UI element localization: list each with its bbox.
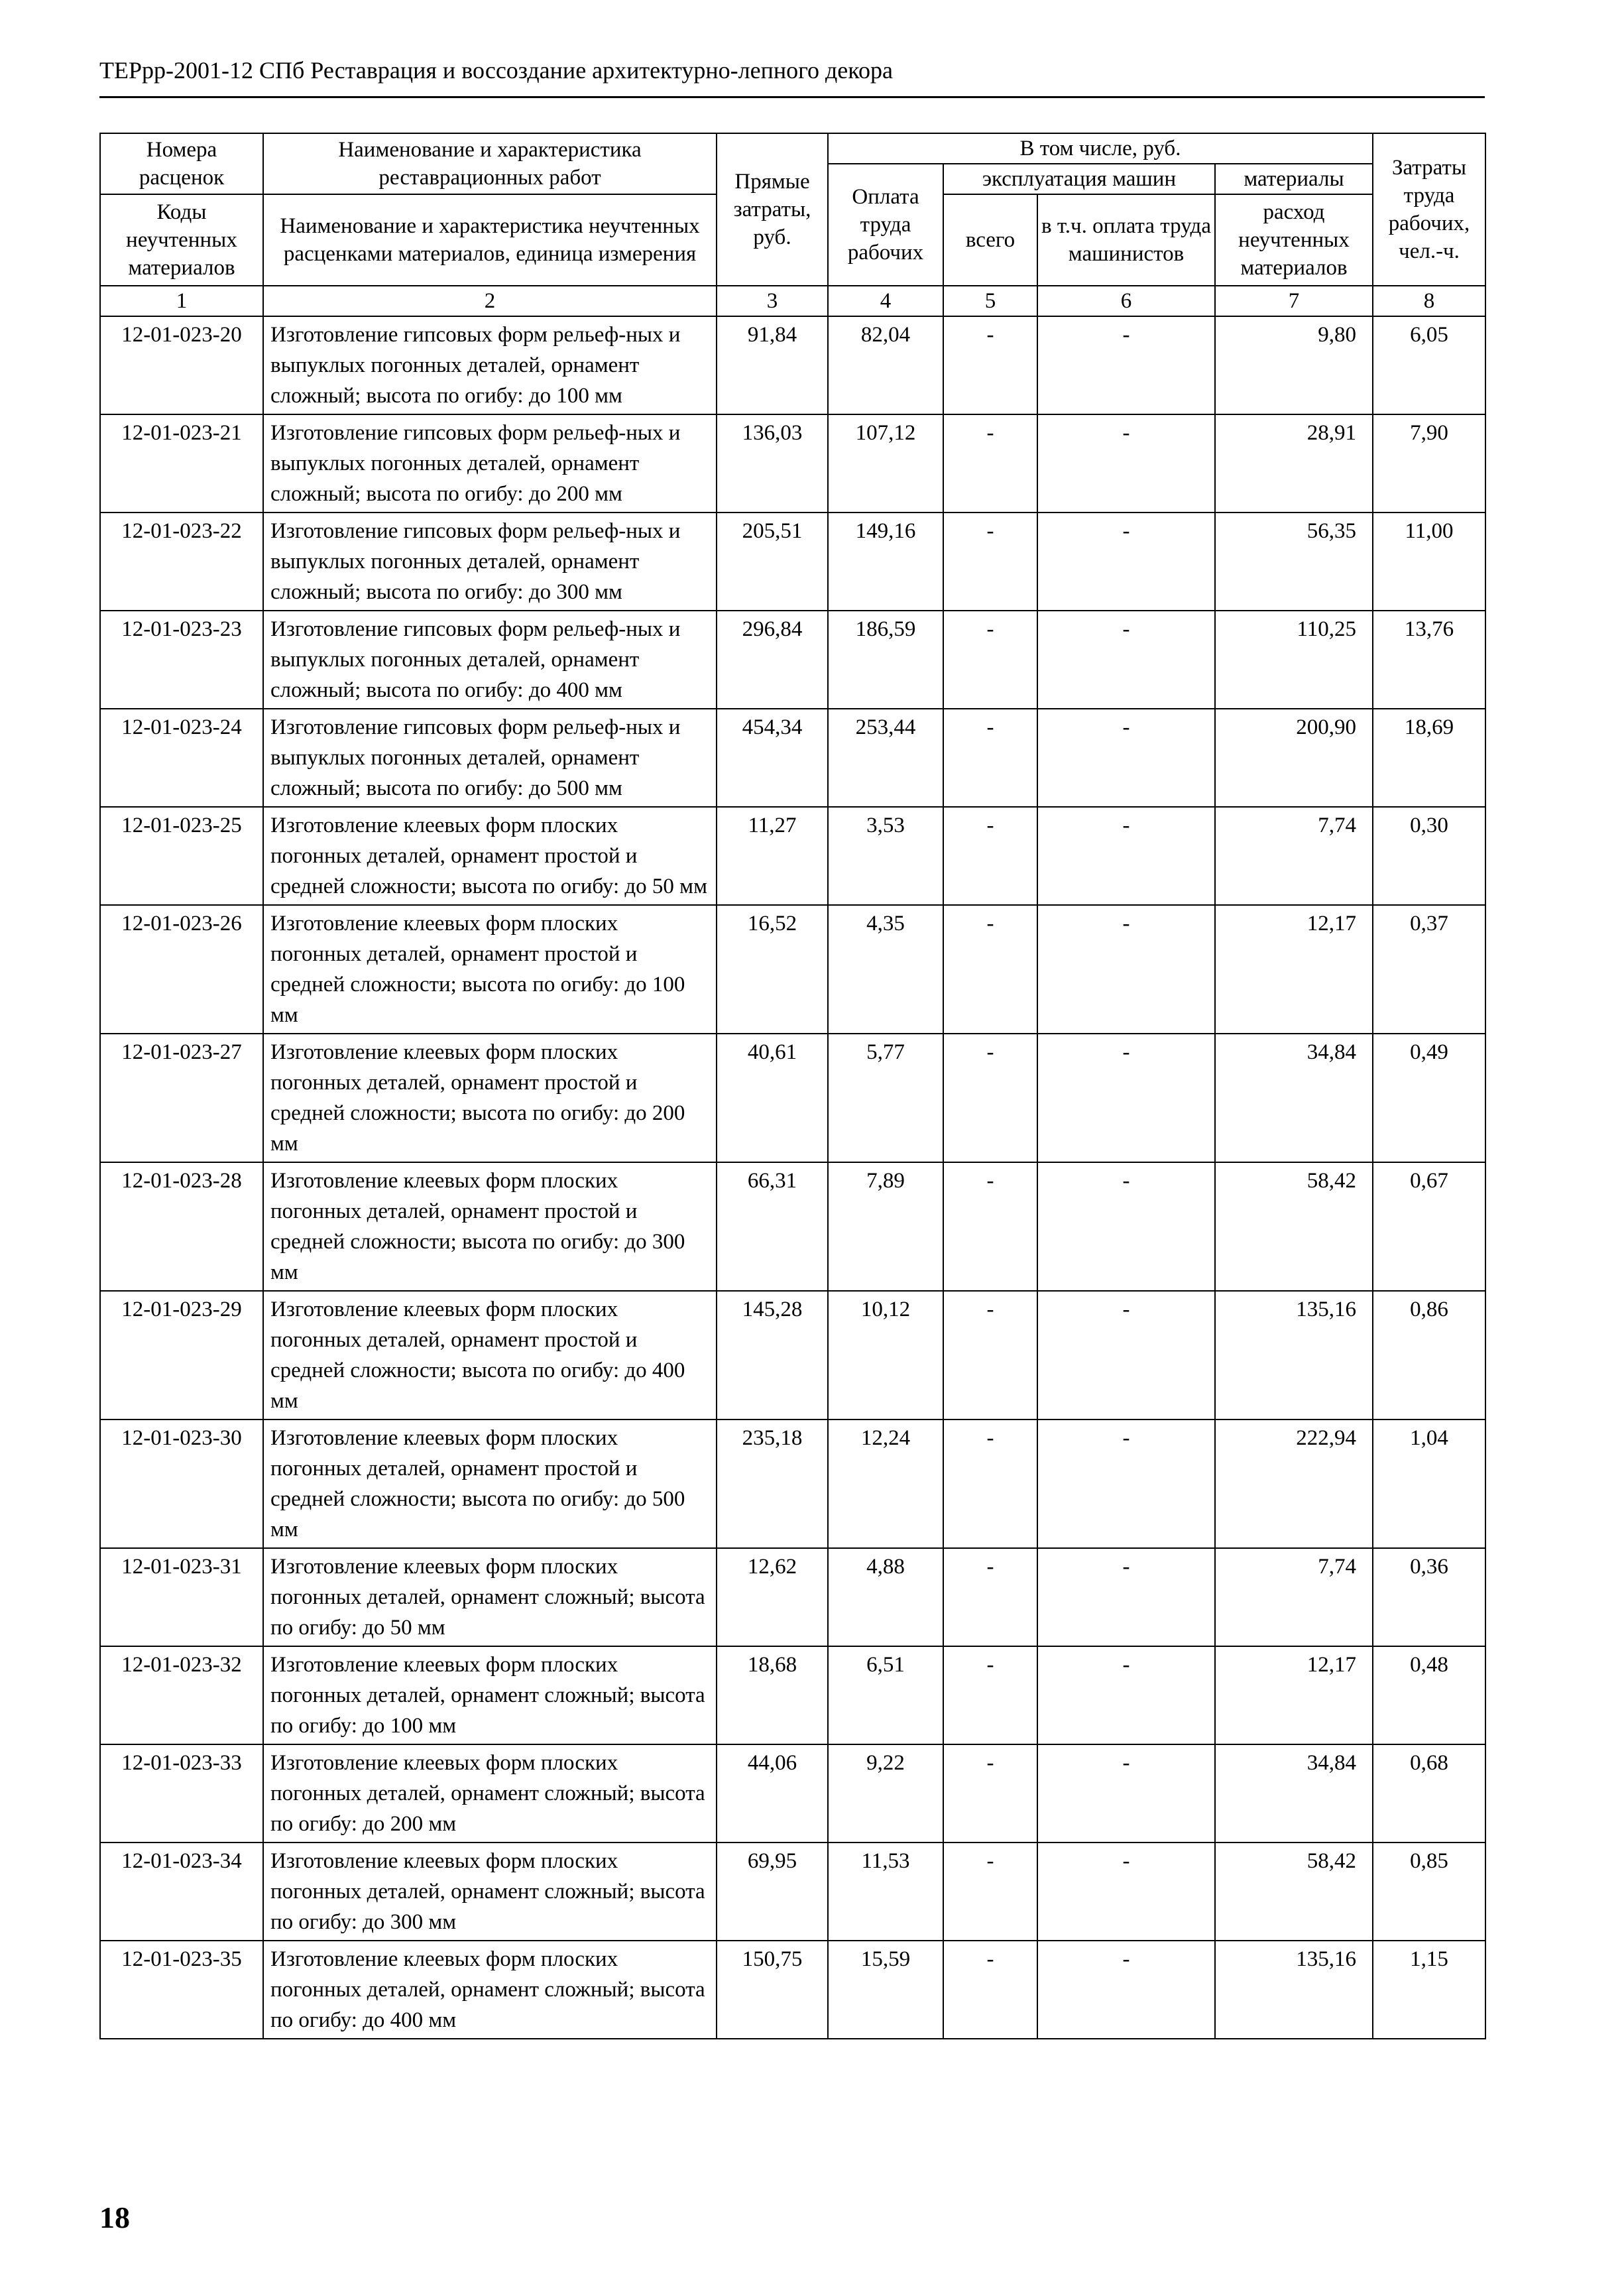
rate-code: 12-01-023-27 bbox=[100, 1034, 263, 1162]
direct-costs: 66,31 bbox=[717, 1162, 828, 1291]
machine-operators-pay: - bbox=[1037, 1843, 1215, 1941]
labor-hours: 7,90 bbox=[1373, 414, 1485, 513]
labor-pay: 82,04 bbox=[828, 316, 943, 414]
rate-code: 12-01-023-23 bbox=[100, 611, 263, 709]
header-machine-operators-pay: в т.ч. оплата труда машинистов bbox=[1037, 194, 1215, 286]
labor-hours: 0,86 bbox=[1373, 1291, 1485, 1420]
labor-pay: 15,59 bbox=[828, 1941, 943, 2039]
direct-costs: 11,27 bbox=[717, 807, 828, 905]
header-work-name: Наименование и характеристика реставрационных работ bbox=[263, 133, 717, 194]
rate-code: 12-01-023-35 bbox=[100, 1941, 263, 2039]
rate-code: 12-01-023-26 bbox=[100, 905, 263, 1034]
table-row bbox=[100, 807, 1485, 905]
table-row bbox=[100, 1646, 1485, 1744]
labor-hours: 1,04 bbox=[1373, 1420, 1485, 1548]
machine-operators-pay: - bbox=[1037, 905, 1215, 1034]
header-material-codes: Коды неучтенных материалов bbox=[100, 194, 263, 286]
labor-hours: 1,15 bbox=[1373, 1941, 1485, 2039]
table-row bbox=[100, 1941, 1485, 2039]
rate-code: 12-01-023-20 bbox=[100, 316, 263, 414]
table-row bbox=[100, 1744, 1485, 1843]
machine-operators-pay: - bbox=[1037, 316, 1215, 414]
machines-total: - bbox=[943, 709, 1037, 807]
materials-cost: 7,74 bbox=[1215, 1548, 1373, 1646]
materials-cost: 135,16 bbox=[1215, 1291, 1373, 1420]
labor-hours: 0,48 bbox=[1373, 1646, 1485, 1744]
labor-pay: 9,22 bbox=[828, 1744, 943, 1843]
page-header-title: ТЕРрр-2001-12 СПб Реставрация и воссоздание архитектурно-лепного декора bbox=[99, 57, 893, 84]
machines-total: - bbox=[943, 905, 1037, 1034]
rate-code: 12-01-023-31 bbox=[100, 1548, 263, 1646]
materials-cost: 200,90 bbox=[1215, 709, 1373, 807]
labor-pay: 7,89 bbox=[828, 1162, 943, 1291]
table-row bbox=[100, 1548, 1485, 1646]
labor-pay: 11,53 bbox=[828, 1843, 943, 1941]
work-description: Изготовление гипсовых форм рельеф-ных и выпуклых погонных деталей, орнамент сложный; высота по огибу: до 300 мм bbox=[263, 513, 717, 611]
labor-hours: 0,36 bbox=[1373, 1548, 1485, 1646]
machine-operators-pay: - bbox=[1037, 807, 1215, 905]
labor-hours: 0,37 bbox=[1373, 905, 1485, 1034]
labor-pay: 5,77 bbox=[828, 1034, 943, 1162]
work-description: Изготовление гипсовых форм рельеф-ных и выпуклых погонных деталей, орнамент сложный; высота по огибу: до 400 мм bbox=[263, 611, 717, 709]
materials-cost: 56,35 bbox=[1215, 513, 1373, 611]
rate-code: 12-01-023-21 bbox=[100, 414, 263, 513]
work-description: Изготовление клеевых форм плоских погонных деталей, орнамент простой и средней сложности; высота по огибу: до 300 мм bbox=[263, 1162, 717, 1291]
rate-code: 12-01-023-24 bbox=[100, 709, 263, 807]
work-description: Изготовление клеевых форм плоских погонных деталей, орнамент сложный; высота по огибу: до 200 мм bbox=[263, 1744, 717, 1843]
header-labor-hours: Затраты труда рабочих, чел.-ч. bbox=[1373, 133, 1485, 286]
machines-total: - bbox=[943, 1420, 1037, 1548]
labor-pay: 253,44 bbox=[828, 709, 943, 807]
machines-total: - bbox=[943, 1744, 1037, 1843]
work-description: Изготовление клеевых форм плоских погонных деталей, орнамент сложный; высота по огибу: до 100 мм bbox=[263, 1646, 717, 1744]
machines-total: - bbox=[943, 1291, 1037, 1420]
header-divider bbox=[99, 96, 1485, 98]
rate-code: 12-01-023-22 bbox=[100, 513, 263, 611]
machine-operators-pay: - bbox=[1037, 1291, 1215, 1420]
labor-pay: 186,59 bbox=[828, 611, 943, 709]
machine-operators-pay: - bbox=[1037, 513, 1215, 611]
machine-operators-pay: - bbox=[1037, 611, 1215, 709]
materials-cost: 34,84 bbox=[1215, 1034, 1373, 1162]
direct-costs: 205,51 bbox=[717, 513, 828, 611]
column-number: 7 bbox=[1215, 286, 1373, 316]
labor-hours: 0,30 bbox=[1373, 807, 1485, 905]
labor-hours: 18,69 bbox=[1373, 709, 1485, 807]
table-row bbox=[100, 1843, 1485, 1941]
materials-cost: 110,25 bbox=[1215, 611, 1373, 709]
rate-code: 12-01-023-25 bbox=[100, 807, 263, 905]
header-machines: эксплуатация машин bbox=[943, 164, 1215, 194]
column-number: 4 bbox=[828, 286, 943, 316]
machines-total: - bbox=[943, 316, 1037, 414]
column-number: 5 bbox=[943, 286, 1037, 316]
materials-cost: 34,84 bbox=[1215, 1744, 1373, 1843]
work-description: Изготовление гипсовых форм рельеф-ных и выпуклых погонных деталей, орнамент сложный; высота по огибу: до 200 мм bbox=[263, 414, 717, 513]
table-row bbox=[100, 611, 1485, 709]
machine-operators-pay: - bbox=[1037, 1941, 1215, 2039]
direct-costs: 44,06 bbox=[717, 1744, 828, 1843]
materials-cost: 58,42 bbox=[1215, 1843, 1373, 1941]
header-materials: материалы bbox=[1215, 164, 1373, 194]
labor-hours: 13,76 bbox=[1373, 611, 1485, 709]
materials-cost: 12,17 bbox=[1215, 1646, 1373, 1744]
machine-operators-pay: - bbox=[1037, 1548, 1215, 1646]
direct-costs: 18,68 bbox=[717, 1646, 828, 1744]
labor-pay: 12,24 bbox=[828, 1420, 943, 1548]
direct-costs: 40,61 bbox=[717, 1034, 828, 1162]
table-row bbox=[100, 709, 1485, 807]
rate-code: 12-01-023-28 bbox=[100, 1162, 263, 1291]
rates-table bbox=[99, 133, 1486, 2039]
materials-cost: 9,80 bbox=[1215, 316, 1373, 414]
materials-cost: 222,94 bbox=[1215, 1420, 1373, 1548]
labor-pay: 4,35 bbox=[828, 905, 943, 1034]
labor-pay: 10,12 bbox=[828, 1291, 943, 1420]
table-body bbox=[100, 316, 1485, 2039]
machines-total: - bbox=[943, 1162, 1037, 1291]
work-description: Изготовление клеевых форм плоских погонных деталей, орнамент простой и средней сложности; высота по огибу: до 200 мм bbox=[263, 1034, 717, 1162]
work-description: Изготовление клеевых форм плоских погонных деталей, орнамент простой и средней сложности; высота по огибу: до 100 мм bbox=[263, 905, 717, 1034]
page-number: 18 bbox=[99, 2201, 130, 2234]
rate-code: 12-01-023-34 bbox=[100, 1843, 263, 1941]
machine-operators-pay: - bbox=[1037, 1034, 1215, 1162]
materials-cost: 12,17 bbox=[1215, 905, 1373, 1034]
column-number: 1 bbox=[100, 286, 263, 316]
column-numbers-row bbox=[100, 286, 1485, 316]
machines-total: - bbox=[943, 1843, 1037, 1941]
machines-total: - bbox=[943, 1548, 1037, 1646]
labor-pay: 4,88 bbox=[828, 1548, 943, 1646]
direct-costs: 150,75 bbox=[717, 1941, 828, 2039]
direct-costs: 16,52 bbox=[717, 905, 828, 1034]
machine-operators-pay: - bbox=[1037, 1744, 1215, 1843]
table-row bbox=[100, 1420, 1485, 1548]
machine-operators-pay: - bbox=[1037, 1162, 1215, 1291]
direct-costs: 136,03 bbox=[717, 414, 828, 513]
table-row bbox=[100, 1034, 1485, 1162]
machine-operators-pay: - bbox=[1037, 414, 1215, 513]
labor-pay: 6,51 bbox=[828, 1646, 943, 1744]
direct-costs: 145,28 bbox=[717, 1291, 828, 1420]
machines-total: - bbox=[943, 807, 1037, 905]
direct-costs: 296,84 bbox=[717, 611, 828, 709]
table-row bbox=[100, 513, 1485, 611]
table-row bbox=[100, 414, 1485, 513]
work-description: Изготовление клеевых форм плоских погонных деталей, орнамент сложный; высота по огибу: до 400 мм bbox=[263, 1941, 717, 2039]
machine-operators-pay: - bbox=[1037, 709, 1215, 807]
materials-cost: 28,91 bbox=[1215, 414, 1373, 513]
machines-total: - bbox=[943, 414, 1037, 513]
header-direct-costs: Прямые затраты, руб. bbox=[717, 133, 828, 286]
table-row bbox=[100, 1291, 1485, 1420]
header-machines-total: всего bbox=[943, 194, 1037, 286]
table-row bbox=[100, 316, 1485, 414]
work-description: Изготовление гипсовых форм рельеф-ных и выпуклых погонных деталей, орнамент сложный; высота по огибу: до 100 мм bbox=[263, 316, 717, 414]
labor-pay: 149,16 bbox=[828, 513, 943, 611]
rate-code: 12-01-023-30 bbox=[100, 1420, 263, 1548]
labor-hours: 0,68 bbox=[1373, 1744, 1485, 1843]
table-row bbox=[100, 905, 1485, 1034]
work-description: Изготовление клеевых форм плоских погонных деталей, орнамент сложный; высота по огибу: до 300 мм bbox=[263, 1843, 717, 1941]
header-materials-consumption: расход неучтенных материалов bbox=[1215, 194, 1373, 286]
labor-hours: 0,67 bbox=[1373, 1162, 1485, 1291]
labor-pay: 107,12 bbox=[828, 414, 943, 513]
direct-costs: 454,34 bbox=[717, 709, 828, 807]
column-number: 3 bbox=[717, 286, 828, 316]
column-number: 6 bbox=[1037, 286, 1215, 316]
machine-operators-pay: - bbox=[1037, 1646, 1215, 1744]
machines-total: - bbox=[943, 1034, 1037, 1162]
labor-hours: 11,00 bbox=[1373, 513, 1485, 611]
direct-costs: 12,62 bbox=[717, 1548, 828, 1646]
machines-total: - bbox=[943, 513, 1037, 611]
machine-operators-pay: - bbox=[1037, 1420, 1215, 1548]
machines-total: - bbox=[943, 611, 1037, 709]
machines-total: - bbox=[943, 1646, 1037, 1744]
work-description: Изготовление клеевых форм плоских погонных деталей, орнамент простой и средней сложности; высота по огибу: до 50 мм bbox=[263, 807, 717, 905]
materials-cost: 135,16 bbox=[1215, 1941, 1373, 2039]
labor-hours: 6,05 bbox=[1373, 316, 1485, 414]
labor-hours: 0,49 bbox=[1373, 1034, 1485, 1162]
materials-cost: 58,42 bbox=[1215, 1162, 1373, 1291]
work-description: Изготовление клеевых форм плоских погонных деталей, орнамент простой и средней сложности; высота по огибу: до 400 мм bbox=[263, 1291, 717, 1420]
direct-costs: 91,84 bbox=[717, 316, 828, 414]
direct-costs: 235,18 bbox=[717, 1420, 828, 1548]
header-rate-numbers: Номера расценок bbox=[100, 133, 263, 194]
materials-cost: 7,74 bbox=[1215, 807, 1373, 905]
rate-code: 12-01-023-29 bbox=[100, 1291, 263, 1420]
rate-code: 12-01-023-32 bbox=[100, 1646, 263, 1744]
labor-hours: 0,85 bbox=[1373, 1843, 1485, 1941]
header-including: В том числе, руб. bbox=[828, 133, 1373, 164]
header-labor-pay: Оплата труда рабочих bbox=[828, 164, 943, 286]
work-description: Изготовление клеевых форм плоских погонных деталей, орнамент сложный; высота по огибу: до 50 мм bbox=[263, 1548, 717, 1646]
table-header bbox=[100, 133, 1485, 316]
column-number: 2 bbox=[263, 286, 717, 316]
work-description: Изготовление клеевых форм плоских погонных деталей, орнамент простой и средней сложности; высота по огибу: до 500 мм bbox=[263, 1420, 717, 1548]
column-number: 8 bbox=[1373, 286, 1485, 316]
labor-pay: 3,53 bbox=[828, 807, 943, 905]
table-row bbox=[100, 1162, 1485, 1291]
header-material-names: Наименование и характеристика неучтенных расценками материалов, единица измерения bbox=[263, 194, 717, 286]
work-description: Изготовление гипсовых форм рельеф-ных и выпуклых погонных деталей, орнамент сложный; высота по огибу: до 500 мм bbox=[263, 709, 717, 807]
direct-costs: 69,95 bbox=[717, 1843, 828, 1941]
machines-total: - bbox=[943, 1941, 1037, 2039]
rate-code: 12-01-023-33 bbox=[100, 1744, 263, 1843]
